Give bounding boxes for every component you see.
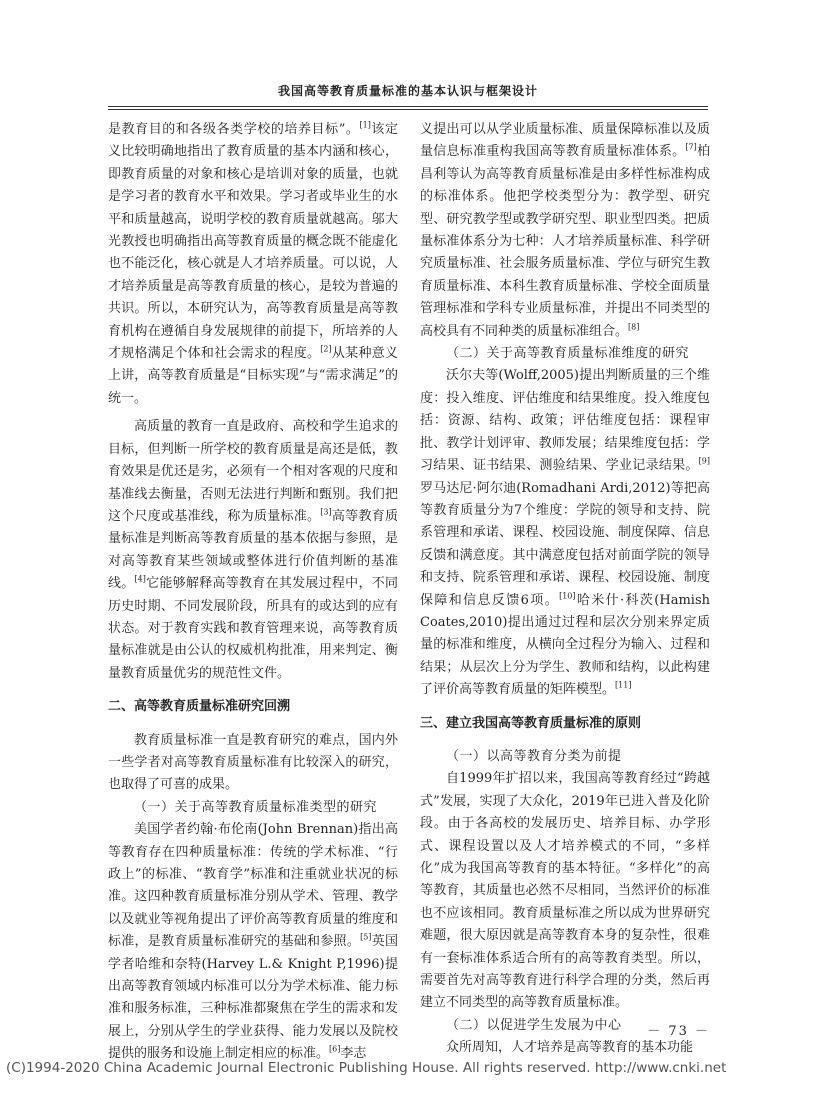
body-paragraph: 高质量的教育一直是政府、高校和学生追求的目标，但判断一所学校的教育质量是高还是低，教育效果是优还是劣，必须有一个相对客观的尺度和基准线去衡量，否则无法进行判断和甄别。我们把这个尺度或基准线，称为质量标准。[3]高等教育质量标准是判断高等教育质量的基本依据与参照，是对高等教育某些领域或整体进行价值判断的基准线。[4]它能够解释高等教育在其发展过程中，不同历史时期、不同发展阶段，所具有的或达到的应有状态。对于教育实践和教育管理来说，高等教育质量标准就是由公认的权威机构批准，用来判定、衡量教育质量优劣的规范性文件。 — [108, 419, 398, 681]
citation: [6] — [329, 1044, 341, 1054]
citation: [1] — [359, 120, 371, 130]
header-rule — [108, 106, 708, 107]
body-paragraph: 众所周知，人才培养是高等教育的基本功能 — [446, 1040, 694, 1056]
citation: [5] — [360, 932, 372, 942]
right-column — [420, 119, 710, 1060]
citation: [9] — [698, 456, 710, 466]
citation: [11] — [615, 680, 632, 690]
citation: [10] — [559, 591, 576, 601]
citation: [8] — [628, 322, 640, 332]
citation: [2] — [320, 344, 332, 354]
left-column — [108, 119, 398, 1066]
body-paragraph: 沃尔夫等(Wolff,2005)提出判断质量的三个维度：投入维度、评估维度和结果维度。投入维度包括：资源、结构、政策；评估维度包括：课程审批、教学计划评审、教师发展；结果维度包括：学习结果、证书结果、测验结果、学业记录结果。[9]罗马达尼·阿尔迪(Romadhani Ardi,2012)等把高等教育质量分为7个维度：学院的领导和支持、院系管理和承诺、课程、校园设施、制度保障、信息反馈和满意度。其中满意度包括对前面学院的领导和支持、院系管理和承诺、课程、校园设施、制度保障和信息反馈6项。[10]哈米什·科茨(Hamish Coates,2010)提出通过过程和层次分别来界定质量的标准和维度，从横向全过程分为输入、过程和结果；从层次上分为学生、教师和结构，以此构建了评价高等教育质量的矩阵模型。[11] — [420, 368, 710, 698]
citation: [4] — [134, 574, 146, 584]
subsection-heading: （一）关于高等教育质量标准类型的研究 — [134, 799, 378, 815]
subsection-heading: （一）以高等教育分类为前提 — [446, 748, 622, 764]
body-paragraph: 美国学者约翰·布伦南(John Brennan)指出高等教育存在四种质量标准：传统的学术标准、“行政上”的标准、“教育学”标准和注重就业状况的标准。这四种教育质量标准分别从学术、管理、教学以及就业等视角提出了评价高等教育质量的维度和标准，是教育质量标准研究的基础和参照。[5]英国学者哈维和奈特(Harvey L.& Knight P,1996)提出高等教育领域内标准可以分为学术标准、能力标准和服务标准，三种标准都聚焦在学生的需求和发展上，分别从学生的学业获得、能力发展以及院校提供的服务和设施上制定相应的标准。[6]李志 — [108, 822, 398, 1062]
citation: [3] — [320, 507, 332, 517]
section-heading: 二、高等教育质量标准研究回溯 — [108, 699, 291, 715]
running-header: 我国高等教育质量标准的基本认识与框架设计 — [277, 84, 538, 98]
section-heading: 三、建立我国高等教育质量标准的原则 — [420, 715, 642, 731]
body-paragraph: 义提出可以从学业质量标准、质量保障标准以及质量信息标准重构我国高等教育质量标准体系。[7]柏昌利等认为高等教育质量标准是由多样性标准构成的标准体系。他把学校类型分为：教学型、研究型、研究教学型或教学研究型、职业型四类。把质量标准体系分为七种：人才培养质量标准、科学研究质量标准、社会服务质量标准、学位与研究生教育质量标准、本科生教育质量标准、学校全面质量管理标准和学科专业质量标准，并提出不同类型的高校具有不同种类的质量标准组合。[8] — [420, 122, 710, 339]
subsection-heading: （二）以促进学生发展为中心 — [446, 1017, 622, 1033]
citation: [7] — [685, 143, 697, 153]
body-paragraph: 自1999年扩招以来，我国高等教育经过“跨越式”发展，实现了大众化，2019年已进入普及化阶段。由于各高校的发展历史、培养目标、办学形式、课程设置以及人才培养模式的不同，“多样化”成为我国高等教育的基本特征。“多样化”的高等教育，其质量也必然不尽相同，当然评价的标准也不应该相同。教育质量标准之所以成为世界研究难题，很大原因就是高等教育本身的复杂性，很难有一套标准体系适合所有的高等教育类型。所以，需要首先对高等教育进行科学合理的分类，然后再建立不同类型的高等教育质量标准。 — [420, 771, 710, 1011]
copyright-footer: (C)1994-2020 China Academic Journal Electronic Publishing House. All rights reserved. http://www.cnki.net — [6, 1060, 727, 1076]
subsection-heading: （二）关于高等教育质量标准维度的研究 — [446, 346, 690, 362]
header-rule-double — [108, 109, 708, 110]
page-number: － 73 － — [647, 1024, 710, 1039]
body-paragraph: 是教育目的和各级各类学校的培养目标”。[1]该定义比较明确地指出了教育质量的基本内涵和核心，即教育质量的对象和核心是培训对象的质量，也就是学习者的教育水平和效果。学习者或毕业生的水平和质量越高，说明学校的教育质量就越高。邬大光教授也明确指出高等教育质量的概念既不能虚化也不能泛化，核心就是人才培养质量。可以说，人才培养质量是高等教育质量的核心，是较为普遍的共识。所以，本研究认为，高等教育质量是高等教育机构在遵循自身发展规律的前提下，所培养的人才规格满足个体和社会需求的程度。[2]从某种意义上讲，高等教育质量是“目标实现”与“需求满足”的统一。 — [108, 120, 398, 406]
body-paragraph: 教育质量标准一直是教育研究的难点，国内外一些学者对高等教育质量标准有比较深入的研究，也取得了可喜的成果。 — [108, 732, 398, 793]
